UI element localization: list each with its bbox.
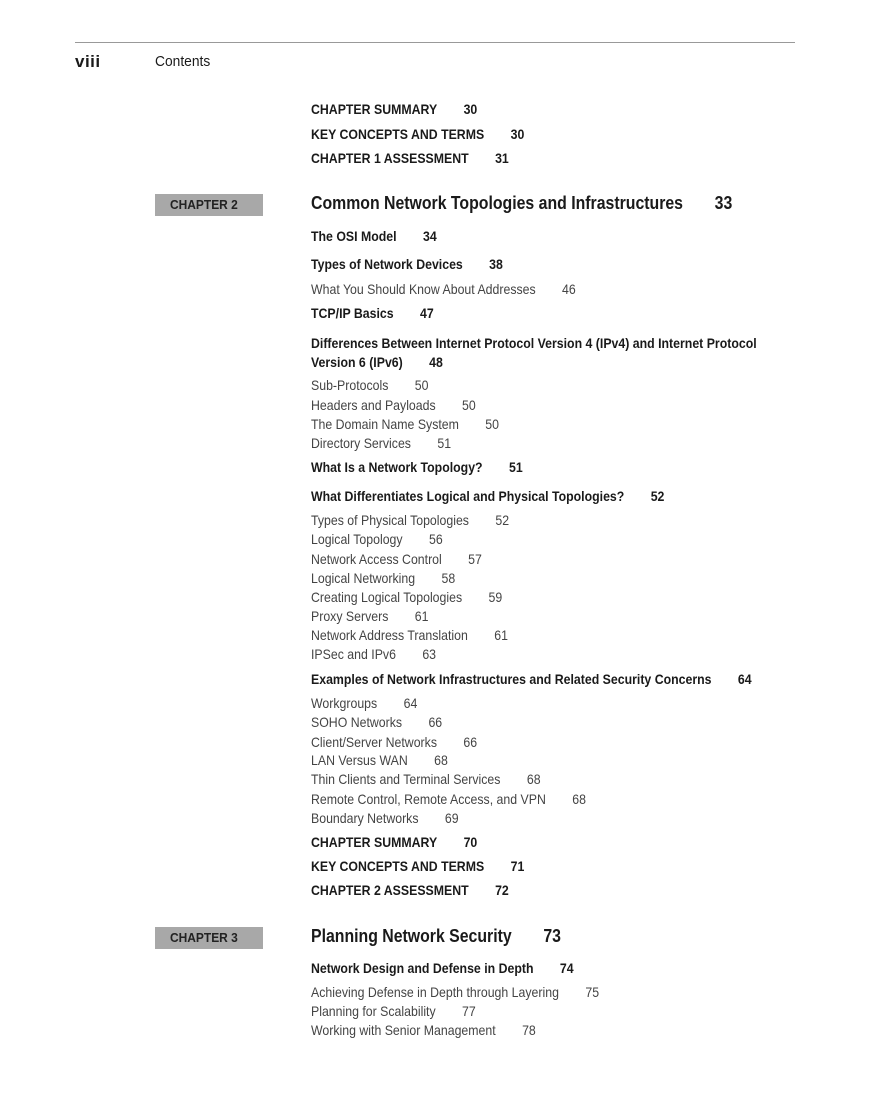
- toc-subsection-entry[interactable]: [311, 512, 509, 528]
- toc-entry-page: 50: [462, 397, 476, 413]
- chapter-title: Common Network Topologies and Infrastructures: [311, 193, 683, 213]
- toc-entry-title: LAN Versus WAN: [311, 752, 408, 768]
- toc-entry-page: 56: [428, 531, 443, 547]
- toc-entry-page: 61: [494, 627, 508, 643]
- toc-entry-page: 68: [526, 771, 541, 787]
- chapter-title: Planning Network Security: [311, 926, 512, 946]
- toc-entry-page: 50: [414, 377, 429, 393]
- toc-entry-page: 77: [462, 1003, 476, 1019]
- toc-entry-title: Differences Between Internet Protocol Version 4 (IPv4) and Internet Protocol Version 6 (IPv6): [311, 335, 757, 370]
- toc-entry-page: 57: [468, 551, 482, 567]
- toc-entry-page: 78: [522, 1022, 536, 1038]
- toc-entry-title: Thin Clients and Terminal Services: [311, 771, 501, 787]
- toc-entry-title: Proxy Servers: [311, 608, 389, 624]
- toc-entry-page: 63: [422, 646, 437, 662]
- toc-subsection-entry[interactable]: [311, 627, 508, 643]
- toc-section-entry[interactable]: [311, 101, 477, 117]
- toc-entry-page: 68: [434, 752, 448, 768]
- toc-subsection-entry[interactable]: [311, 810, 459, 826]
- toc-subsection-entry[interactable]: [311, 1022, 536, 1038]
- toc-entry-page: 38: [489, 256, 503, 272]
- toc-entry-page: 51: [437, 435, 452, 451]
- chapter-title-entry[interactable]: [311, 193, 732, 214]
- toc-subsection-entry[interactable]: [311, 397, 476, 413]
- toc-entry-title: KEY CONCEPTS AND TERMS: [311, 126, 485, 142]
- toc-subsection-entry[interactable]: [311, 984, 599, 1000]
- toc-entry-page: 50: [485, 416, 500, 432]
- toc-entry-title: SOHO Networks: [311, 714, 403, 730]
- header-rule: [75, 42, 795, 43]
- toc-entry-title: Working with Senior Management: [311, 1022, 496, 1038]
- toc-subsection-entry[interactable]: [311, 734, 477, 750]
- toc-entry-title: KEY CONCEPTS AND TERMS: [311, 858, 485, 874]
- toc-entry-title: What You Should Know About Addresses: [311, 281, 536, 297]
- toc-entry-page: 64: [737, 671, 752, 687]
- toc-subsection-entry[interactable]: [311, 435, 451, 451]
- toc-entry-title: Sub-Protocols: [311, 377, 389, 393]
- toc-entry-page: 51: [508, 459, 523, 475]
- toc-entry-page: 59: [488, 589, 503, 605]
- toc-subsection-entry[interactable]: [311, 531, 443, 547]
- toc-entry-page: 66: [428, 714, 443, 730]
- chapter-title-entry[interactable]: [311, 926, 561, 947]
- toc-entry-title: Logical Networking: [311, 570, 416, 586]
- chapter-page: 73: [543, 926, 562, 946]
- toc-subsection-entry[interactable]: [311, 570, 455, 586]
- toc-entry-title: The Domain Name System: [311, 416, 459, 432]
- toc-section-entry[interactable]: [311, 305, 434, 321]
- toc-entry-page: 58: [441, 570, 456, 586]
- toc-entry-page: 74: [559, 960, 574, 976]
- toc-subsection-entry[interactable]: [311, 714, 442, 730]
- toc-section-entry[interactable]: [311, 960, 574, 976]
- toc-entry-title: CHAPTER 2 ASSESSMENT: [311, 882, 469, 898]
- toc-entry-title: Workgroups: [311, 695, 378, 711]
- toc-subsection-entry[interactable]: [311, 589, 502, 605]
- toc-entry-title: The OSI Model: [311, 228, 397, 244]
- toc-section-entry[interactable]: [311, 488, 664, 504]
- toc-entry-page: 30: [463, 101, 478, 117]
- toc-section-entry[interactable]: [311, 858, 524, 874]
- running-title: Contents: [155, 53, 211, 70]
- chapter-page: 33: [714, 193, 733, 213]
- chapter-badge: [155, 194, 263, 216]
- toc-subsection-entry[interactable]: [311, 791, 586, 807]
- toc-entry-title: Client/Server Networks: [311, 734, 437, 750]
- toc-entry-title: Network Address Translation: [311, 627, 468, 643]
- toc-entry-page: 52: [495, 512, 510, 528]
- toc-entry-page: 66: [463, 734, 478, 750]
- toc-entry-title: Achieving Defense in Depth through Layering: [311, 984, 559, 1000]
- toc-entry-page: 71: [510, 858, 525, 874]
- chapter-label: CHAPTER 3: [170, 930, 238, 945]
- toc-entry-title: Examples of Network Infrastructures and Related Security Concerns: [311, 671, 712, 687]
- toc-entry-title: What Is a Network Topology?: [311, 459, 483, 475]
- toc-section-entry[interactable]: [311, 334, 782, 372]
- toc-entry-page: 47: [420, 305, 434, 321]
- toc-entry-title: Types of Network Devices: [311, 256, 463, 272]
- toc-entry-title: Directory Services: [311, 435, 411, 451]
- toc-entry-page: 46: [562, 281, 576, 297]
- toc-subsection-entry[interactable]: [311, 695, 417, 711]
- toc-section-entry[interactable]: [311, 228, 437, 244]
- toc-subsection-entry[interactable]: [311, 377, 428, 393]
- toc-subsection-entry[interactable]: [311, 416, 499, 432]
- toc-entry-page: 30: [510, 126, 525, 142]
- toc-subsection-entry[interactable]: [311, 608, 428, 624]
- toc-entry-page: 48: [429, 354, 443, 370]
- toc-entry-title: Remote Control, Remote Access, and VPN: [311, 791, 546, 807]
- toc-entry-page: 52: [650, 488, 665, 504]
- toc-entry-page: 70: [463, 834, 478, 850]
- toc-entry-page: 69: [444, 810, 459, 826]
- toc-section-entry[interactable]: [311, 834, 477, 850]
- toc-entry-page: 61: [414, 608, 429, 624]
- toc-entry-page: 75: [585, 984, 600, 1000]
- toc-section-entry[interactable]: [311, 882, 509, 898]
- toc-entry-title: What Differentiates Logical and Physical Topologies?: [311, 488, 625, 504]
- chapter-label: CHAPTER 2: [170, 197, 238, 212]
- toc-section-entry[interactable]: [311, 256, 503, 272]
- chapter-badge: [155, 927, 263, 949]
- toc-subsection-entry[interactable]: [311, 1003, 476, 1019]
- toc-subsection-entry[interactable]: [311, 771, 541, 787]
- toc-subsection-entry[interactable]: [311, 646, 436, 662]
- toc-subsection-entry[interactable]: [311, 551, 482, 567]
- toc-entry-title: Creating Logical Topologies: [311, 589, 463, 605]
- toc-entry-title: Headers and Payloads: [311, 397, 436, 413]
- toc-entry-page: 72: [495, 882, 509, 898]
- toc-entry-title: Boundary Networks: [311, 810, 419, 826]
- toc-entry-title: IPSec and IPv6: [311, 646, 396, 662]
- toc-entry-page: 34: [422, 228, 437, 244]
- toc-entry-title: Network Design and Defense in Depth: [311, 960, 534, 976]
- toc-entry-title: Network Access Control: [311, 551, 442, 567]
- toc-entry-page: 68: [572, 791, 586, 807]
- toc-subsection-entry[interactable]: [311, 752, 448, 768]
- toc-entry-title: CHAPTER 1 ASSESSMENT: [311, 150, 469, 166]
- toc-entry-title: Planning for Scalability: [311, 1003, 436, 1019]
- toc-entry-page: 31: [495, 150, 509, 166]
- toc-subsection-entry[interactable]: [311, 281, 576, 297]
- toc-section-entry[interactable]: [311, 459, 523, 475]
- toc-section-entry[interactable]: [311, 671, 752, 687]
- toc-entry-title: CHAPTER SUMMARY: [311, 834, 438, 850]
- page-folio: viii: [75, 52, 101, 71]
- toc-entry-title: Logical Topology: [311, 531, 403, 547]
- toc-section-entry[interactable]: [311, 126, 524, 142]
- toc-entry-title: TCP/IP Basics: [311, 305, 394, 321]
- toc-entry-page: 64: [403, 695, 418, 711]
- toc-section-entry[interactable]: [311, 150, 509, 166]
- toc-entry-title: Types of Physical Topologies: [311, 512, 469, 528]
- toc-entry-title: CHAPTER SUMMARY: [311, 101, 438, 117]
